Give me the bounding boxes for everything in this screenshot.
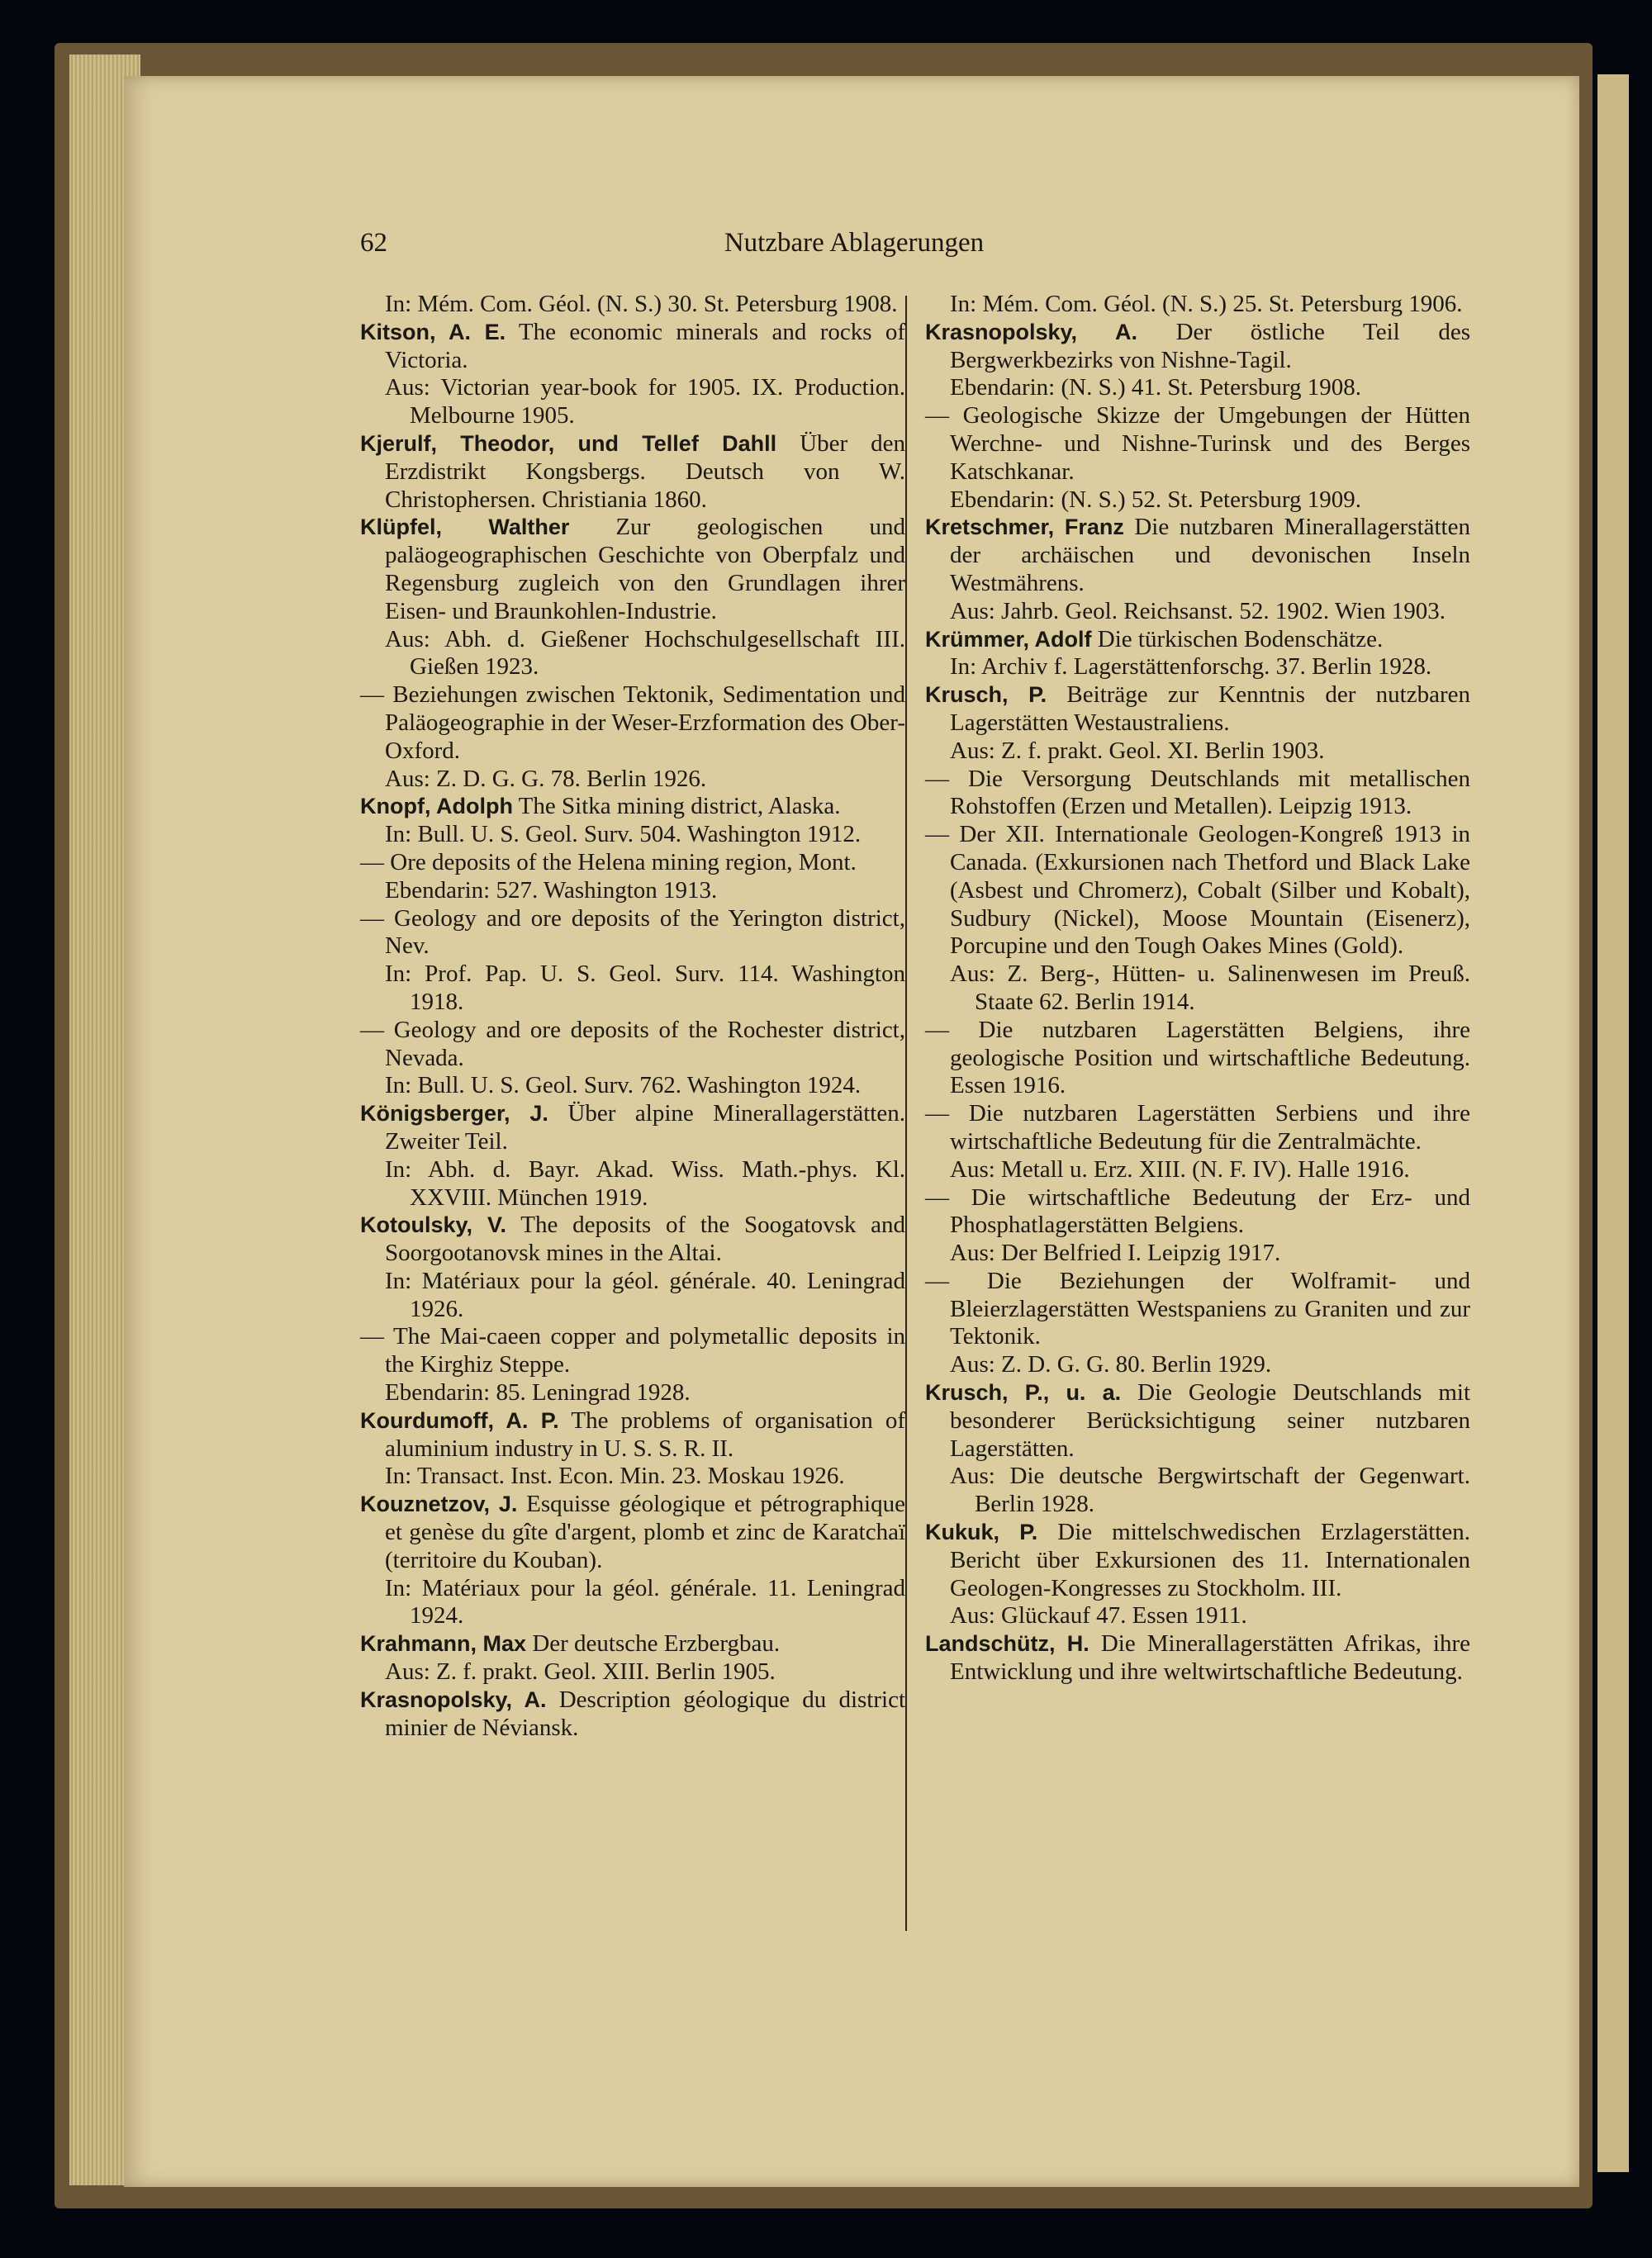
entry-text: Aus: Metall u. Erz. XIII. (N. F. IV). Halle 1916. [950,1155,1410,1183]
entry-text: In: Matériaux pour la géol. générale. 40. Leningrad 1926. [385,1267,905,1322]
entry-author: Krümmer, Adolf [925,626,1092,652]
entry-text: In: Archiv f. Lagerstättenforschg. 37. Berlin 1928. [950,653,1432,681]
entry-text: In: Bull. U. S. Geol. Surv. 504. Washington 1912. [385,821,862,848]
citation-line [360,1072,905,1100]
entry-text: Aus: Victorian year-book for 1905. IX. Production. Melbourne 1905. [385,374,905,429]
bibliography-entry [925,681,1470,738]
bibliography-entry [925,1379,1470,1463]
entry-author: Klüpfel, Walther [360,515,570,540]
entry-text: In: Mém. Com. Géol. (N. S.) 30. St. Petersburg 1908. [385,291,898,317]
citation-line [925,374,1470,402]
bibliography-entry [925,1268,1470,1351]
bibliography-entry [925,1630,1470,1686]
entry-text: The deposits of the Soogatovsk and Soorgootanovsk mines in the Altai. [385,1212,905,1267]
citation-line [925,1602,1470,1630]
citation-line [360,1268,905,1324]
bibliography-entry [925,821,1470,961]
entry-text: In: Mém. Com. Géol. (N. S.) 25. St. Petersburg 1906. [950,291,1463,317]
bibliography-entry [925,319,1470,375]
citation-line [925,291,1470,319]
entry-author: Kitson, A. E. [360,319,506,344]
entry-text: — Die Beziehungen der Wolframit- und Bleierzlagerstätten Westspaniens zu Graniten und zur Tektonik. [925,1267,1470,1350]
bibliography-entry [360,1407,905,1463]
bibliography-entry [925,1184,1470,1240]
entry-author: Krasnopolsky, A. [360,1686,547,1712]
entry-text: — Die nutzbaren Lagerstätten Belgiens, ihre geologische Position und wirtschaftliche Bedeutung. Essen 1916. [925,1016,1470,1099]
entry-author: Krusch, P. [925,682,1047,708]
entry-text: Ebendarin: (N. S.) 41. St. Petersburg 1908. [950,374,1362,401]
entry-author: Knopf, Adolph [360,794,513,819]
entry-author: Kretschmer, Franz [925,515,1124,540]
entry-text: Über alpine Minerallagerstätten. Zweiter Teil. [385,1100,905,1155]
citation-line [360,374,905,430]
bibliography-entry [360,319,905,375]
bibliography-entry [360,1323,905,1379]
entry-text: — Beziehungen zwischen Tektonik, Sedimentation und Paläogeographie in der Weser-Erzformation des Ober-Oxford. [360,681,905,764]
entry-author: Krusch, P., u. a. [925,1380,1122,1406]
citation-line [360,877,905,905]
entry-text: Aus: Z. D. G. G. 78. Berlin 1926. [385,765,707,792]
entry-text: Aus: Der Belfried I. Leipzig 1917. [950,1240,1281,1267]
bibliography-entry [925,402,1470,486]
bibliography-entry [360,1630,905,1658]
entry-text: — The Mai-caeen copper and polymetallic deposits in the Kirghiz Steppe. [360,1323,905,1378]
entry-text: Ebendarin: 85. Leningrad 1928. [385,1379,691,1407]
entry-text: Die mittelschwedischen Erzlagerstätten. Bericht über Exkursionen des 11. Internationalen Geologen-Kongresses zu Stockholm. III. [950,1519,1470,1601]
entry-text: In: Transact. Inst. Econ. Min. 23. Moskau 1926. [385,1463,845,1490]
next-page-edge [1597,74,1629,2172]
entry-author: Kourdumoff, A. P. [360,1407,559,1433]
running-title: Nutzbare Ablagerungen [724,228,985,258]
citation-line [360,626,905,682]
entry-text: Der östliche Teil des Bergwerkbezirks von Nishne-Tagil. [950,318,1470,373]
entry-text: — Die Versorgung Deutschlands mit metallischen Rohstoffen (Erzen und Metallen). Leipzig 1913. [925,765,1470,820]
bibliography-entry [925,766,1470,822]
citation-line [925,1351,1470,1379]
bibliography-entry [925,1017,1470,1100]
citation-line [925,961,1470,1017]
entry-text: Ebendarin: (N. S.) 52. St. Petersburg 1909. [950,486,1362,513]
entry-text: Die Geologie Deutschlands mit besonderer Berücksichtigung seiner nutzbaren Lagerstätten. [950,1379,1471,1462]
bibliography-entry [925,514,1470,597]
bibliography-entry [360,1686,905,1743]
citation-line [360,821,905,849]
entry-text: Ebendarin: 527. Washington 1913. [385,876,718,904]
page-number: 62 [360,228,387,258]
entry-text: Der deutsche Erzbergbau. [526,1630,781,1658]
citation-line [925,1463,1470,1519]
citation-line [360,1156,905,1212]
entry-text: — Geology and ore deposits of the Yerington district, Nev. [360,904,905,960]
bibliography-entry [360,849,905,877]
entry-text: In: Abh. d. Bayr. Akad. Wiss. Math.-phys. Kl. XXVIII. München 1919. [385,1155,905,1211]
entry-text: Die nutzbaren Minerallagerstätten der archäischen und devonischen Inseln Westmährens. [950,514,1470,596]
citation-line [360,766,905,794]
entry-text: Aus: Die deutsche Bergwirtschaft der Gegenwart. Berlin 1928. [950,1463,1470,1518]
bibliography-entry [360,1212,905,1268]
entry-text: Aus: Z. f. prakt. Geol. XI. Berlin 1903. [950,737,1325,764]
entry-author: Kouznetzov, J. [360,1492,518,1517]
citation-line [925,738,1470,766]
entry-author: Landschütz, H. [925,1631,1089,1657]
bibliography-entry [925,1519,1470,1602]
entry-text: — Die nutzbaren Lagerstätten Serbiens und ihre wirtschaftliche Bedeutung für die Zentralmächte. [925,1100,1470,1155]
bibliography-entry [360,514,905,625]
citation-line [925,1240,1470,1268]
entry-text: — Ore deposits of the Helena mining region, Mont. [360,848,857,875]
citation-line [360,1463,905,1491]
entry-text: Zur geologischen und paläogeographischen Geschichte von Oberpfalz und Regensburg zugleich von den Grundlagen ihrer Eisen- und Braunkohlen-Industrie. [385,514,905,624]
citation-line [925,486,1470,515]
entry-text: In: Prof. Pap. U. S. Geol. Surv. 114. Washington 1918. [385,961,905,1015]
running-head [236,228,1472,264]
entry-text: Aus: Z. D. G. G. 80. Berlin 1929. [950,1351,1272,1378]
bibliography-entry [360,1100,905,1156]
citation-line [925,598,1470,626]
entry-text: Die Minerallagerstätten Afrikas, ihre Entwicklung und ihre weltwirtschaftliche Bedeutung. [950,1630,1470,1686]
left-column [360,291,905,1742]
entry-text: Esquisse géologique et pétrographique et genèse du gîte d'argent, plomb et zinc de Karatchaï (territoire du Kouban). [385,1491,905,1573]
entry-text: Aus: Glückauf 47. Essen 1911. [950,1602,1247,1629]
citation-line [925,653,1470,681]
bibliography-entry [360,1491,905,1574]
entry-text: The economic minerals and rocks of Victoria. [385,318,905,373]
column-rule [905,296,907,1931]
entry-author: Kukuk, P. [925,1520,1038,1545]
entry-author: Krahmann, Max [360,1631,527,1657]
bibliography-entry [925,626,1470,654]
entry-text: — Geology and ore deposits of the Rochester district, Nevada. [360,1016,905,1071]
entry-text: In: Matériaux pour la géol. générale. 11. Leningrad 1924. [385,1574,905,1629]
bibliography-entry [925,1100,1470,1156]
entry-author: Kotoulsky, V. [360,1212,507,1238]
entry-text: Die türkischen Bodenschätze. [1091,625,1384,652]
entry-text: Aus: Abh. d. Gießener Hochschulgesellschaft III. Gießen 1923. [385,625,905,681]
entry-text: Aus: Jahrb. Geol. Reichsanst. 52. 1902. Wien 1903. [950,597,1446,624]
entry-text: — Geologische Skizze der Umgebungen der Hütten Werchne- und Nishne-Turinsk und des Berges Katschkanar. [925,402,1470,485]
entry-text: — Die wirtschaftliche Bedeutung der Erz- und Phosphatlagerstätten Belgiens. [925,1184,1470,1239]
bibliography-entry [360,793,905,821]
entry-text: Über den Erzdistrikt Kongsbergs. Deutsch von W. Christophersen. Christiania 1860. [385,429,905,513]
bibliography-entry [360,430,905,514]
entry-text: Description géologique du district minier de Néviansk. [385,1686,906,1741]
entry-author: Königsberger, J. [360,1101,548,1127]
entry-text: Aus: Z. f. prakt. Geol. XIII. Berlin 1905. [385,1658,776,1686]
entry-text: The problems of organisation of aluminium industry in U. S. S. R. II. [385,1407,906,1462]
bibliography-entry [360,1017,905,1073]
entry-text: In: Bull. U. S. Geol. Surv. 762. Washington 1924. [385,1072,862,1099]
citation-line [360,961,905,1017]
entry-text: — Der XII. Internationale Geologen-Kongreß 1913 in Canada. (Exkursionen nach Thetford und Black Lake (Asbest und Chromerz), Cobalt (Silber und Kobalt), Sudbury (Nickel), Moose Mountain (Eisenerz), Porcupine und den Tough Oakes Mines (Gold). [925,821,1470,960]
citation-line [360,1575,905,1631]
bibliography-entry [360,681,905,765]
entry-author: Krasnopolsky, A. [925,319,1137,344]
citation-line [360,291,905,319]
citation-line [360,1658,905,1686]
citation-line [360,1379,905,1407]
entry-text: Beiträge zur Kenntnis der nutzbaren Lagerstätten Westaustraliens. [950,681,1470,736]
entry-text: Aus: Z. Berg-, Hütten- u. Salinenwesen im Preuß. Staate 62. Berlin 1914. [950,961,1470,1015]
bibliography-entry [360,905,905,961]
citation-line [925,1156,1470,1184]
entry-text: The Sitka mining district, Alaska. [512,793,841,820]
entry-author: Kjerulf, Theodor, und Tellef Dahll [360,430,777,456]
right-column [925,291,1470,1686]
